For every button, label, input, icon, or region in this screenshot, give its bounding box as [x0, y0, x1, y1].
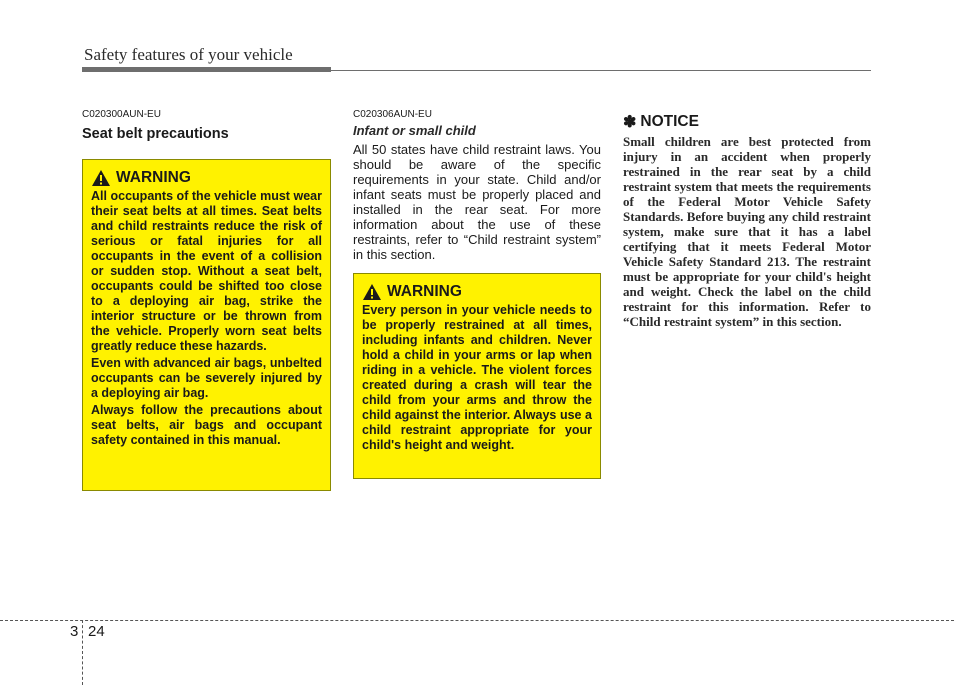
- warning-paragraph: Even with advanced air bags, unbelted occupants can be severely injured by a deploying air bag.: [91, 356, 322, 400]
- header-rule-thick: [82, 67, 331, 72]
- section-code: C020300AUN-EU: [82, 109, 161, 120]
- notice-title: [623, 112, 871, 132]
- warning-paragraph: Every person in your vehicle needs to be properly restrained at all times, including infants and children. Never hold a child in your arms or lap when riding in a vehicle. The violent forces created during a crash will tear the child from your arms and throw the child against the interior. Always use a child restraint appropriate for your child's height and weight.: [362, 303, 592, 452]
- warning-paragraph: All occupants of the vehicle must wear their seat belts at all times. Seat belts and child restraints reduce the risk of serious or fatal injuries for all occupants in the event of a collision or sudden stop. Without a seat belt, occupants could be shifted too close to a deploying air bag, strike the interior structure or be thrown from the vehicle. Properly worn seat belts greatly reduce these hazards.: [91, 189, 322, 353]
- warning-box: [82, 159, 331, 491]
- notice-text: Small children are best protected from injury in an accident when properly restrained in the rear seat by a child restraint system that meets the requirements of the Federal Motor Vehicle Safety Standards. Before buying any child restraint system, make sure that it has a label certifying that it meets Federal Motor Vehicle Safety Standard 213. The restraint must be appropriate for your child's height and weight. Check the label on the child restraint for this information. Refer to “Child restraint system” in this section.: [623, 134, 871, 329]
- footer-rule: [0, 620, 954, 621]
- section-subheading: Infant or small child: [353, 123, 476, 138]
- notice-asterisk-icon: ✽: [623, 114, 637, 131]
- warning-triangle-icon: [362, 283, 382, 301]
- column-infant-or-small-child: [353, 108, 601, 479]
- notice-label: NOTICE: [640, 113, 699, 130]
- warning-label: WARNING: [116, 169, 191, 186]
- section-code: C020306AUN-EU: [353, 109, 432, 120]
- warning-title: [91, 169, 322, 187]
- page-chapter-number: 3: [70, 623, 79, 640]
- section-heading: Seat belt precautions: [82, 126, 229, 142]
- warning-triangle-icon: [91, 169, 111, 187]
- section-body: All 50 states have child restraint laws. You should be aware of the specific requirements in your state. Child and/or infant seats must be properly placed and installed in the rear seat. For more information about the use of these restraints, refer to “Child restraint system” in this section.: [353, 142, 601, 262]
- warning-paragraph: Always follow the precautions about seat belts, air bags and occupant safety contained in this manual.: [91, 403, 322, 447]
- header-rule-thin: [331, 70, 871, 71]
- warning-title: [362, 283, 592, 301]
- page-number: 24: [88, 623, 105, 640]
- page-header-title: Safety features of your vehicle: [84, 45, 293, 64]
- column-seat-belt-precautions: [82, 108, 331, 491]
- warning-box: [353, 273, 601, 479]
- footer-divider: [82, 620, 83, 685]
- column-notice: [623, 108, 871, 329]
- warning-label: WARNING: [387, 283, 462, 300]
